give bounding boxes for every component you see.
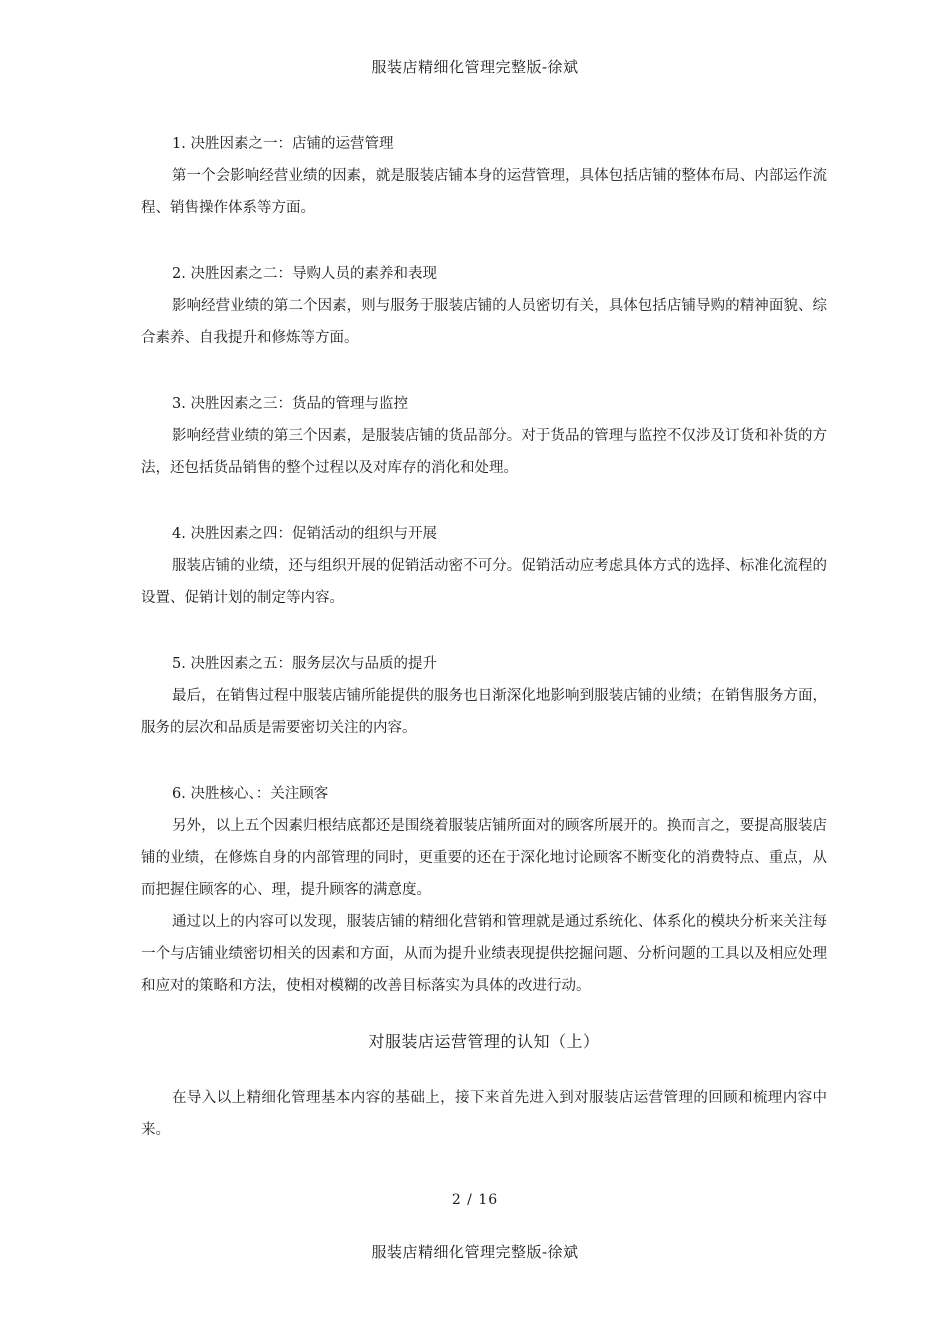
section-heading-6: 6. 决胜核心、：关注顾客 <box>172 786 329 802</box>
section-paragraph-6a: 另外，以上五个因素归根结底都还是围绕着服装店铺所面对的顾客所展开的。换而言之，要提高服装店铺的业绩，在修炼自身的内部管理的同时，更重要的还在于深化地讨论顾客不断变化的消费特点、重点，从而把握住顾客的心、理，提升顾客的满意度。 <box>141 818 827 898</box>
section-paragraph-5: 最后，在销售过程中服装店铺所能提供的服务也日渐深化地影响到服装店铺的业绩；在销售服务方面，服务的层次和品质是需要密切关注的内容。 <box>141 688 827 736</box>
page-footer: 服装店精细化管理完整版-徐斌 <box>371 1243 579 1261</box>
section-paragraph-4: 服装店铺的业绩，还与组织开展的促销活动密不可分。促销活动应考虑具体方式的选择、标准化流程的设置、促销计划的制定等内容。 <box>141 558 827 606</box>
section-heading-4: 4. 决胜因素之四：促销活动的组织与开展 <box>172 526 437 542</box>
page-header: 服装店精细化管理完整版-徐斌 <box>371 58 579 76</box>
section-heading-5: 5. 决胜因素之五：服务层次与品质的提升 <box>172 656 437 672</box>
page-number: 2 / 16 <box>451 1192 499 1208</box>
intro-paragraph: 在导入以上精细化管理基本内容的基础上，接下来首先进入到对服装店运营管理的回顾和梳理内容中来。 <box>141 1090 827 1138</box>
section-heading-1: 1. 决胜因素之一：店铺的运营管理 <box>172 136 394 152</box>
section-paragraph-6b: 通过以上的内容可以发现，服装店铺的精细化营销和管理就是通过系统化、体系化的模块分析来关注每一个与店铺业绩密切相关的因素和方面，从而为提升业绩表现提供挖掘问题、分析问题的工具以及相应处理和应对的策略和方法，使相对模糊的改善目标落实为具体的改进行动。 <box>141 914 827 994</box>
section-heading-3: 3. 决胜因素之三：货品的管理与监控 <box>172 396 408 412</box>
section-heading-2: 2. 决胜因素之二：导购人员的素养和表现 <box>172 266 437 282</box>
section-paragraph-1: 第一个会影响经营业绩的因素，就是服装店铺本身的运营管理，具体包括店铺的整体布局、内部运作流程、销售操作体系等方面。 <box>141 168 827 216</box>
section-paragraph-3: 影响经营业绩的第三个因素，是服装店铺的货品部分。对于货品的管理与监控不仅涉及订货和补货的方法，还包括货品销售的整个过程以及对库存的消化和处理。 <box>141 428 827 476</box>
section-paragraph-2: 影响经营业绩的第二个因素，则与服务于服装店铺的人员密切有关，具体包括店铺导购的精神面貌、综合素养、自我提升和修炼等方面。 <box>141 298 827 346</box>
page-content <box>141 128 827 1146</box>
section-title: 对服装店运营管理的认知（上） <box>368 1032 600 1051</box>
